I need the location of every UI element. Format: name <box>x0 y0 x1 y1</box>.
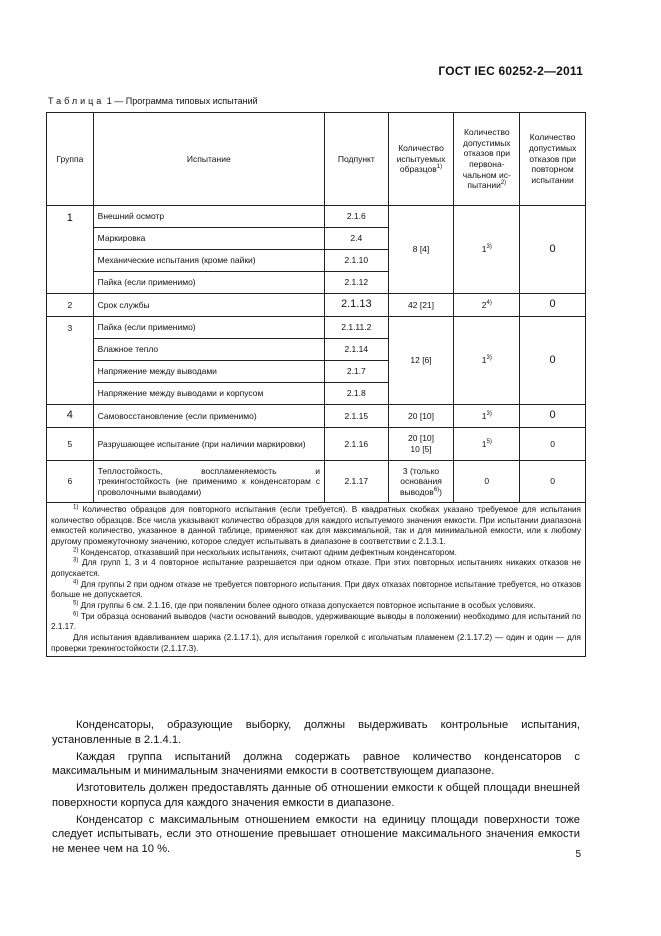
sample-count-close: ) <box>439 486 442 497</box>
clause-ref: 2.1.16 <box>324 428 388 461</box>
footnote-text: Количество образцов для повторного испытания (если требуется). В квадратных скобках указано требуемое для испытания количество образцов. Все числа указывают количество образцов для каждого испытуемого значения емкости. При испытании диапазона емкостей количество, указанное в данной таблице, применяют как для максимальной, так и для минимальной емкости, или к любому другому промежуточному значению, которое следует испытывать в диапазоне в соответствии с 2.1.3.1. <box>51 505 581 546</box>
col-test-header: Испытание <box>93 113 324 206</box>
col-samples-header <box>388 113 454 206</box>
clause-ref: 2.1.17 <box>324 461 388 503</box>
footnote <box>51 548 581 559</box>
footnote-ref: 3) <box>486 244 492 251</box>
footnote-text: Три образца оснований выводов (части оснований выводов, удерживающие выводы в положении) необходимо для испытаний по 2.1.17. <box>51 611 581 632</box>
sample-count: 20 [10] <box>388 405 454 428</box>
col-samples-text: Количество испытуемых образцов <box>396 143 446 175</box>
test-name: Напряжение между выводами <box>93 361 324 383</box>
footnote-ref: 2) <box>500 180 507 187</box>
first-test-failures <box>454 206 520 294</box>
sample-count: 42 [21] <box>388 294 454 317</box>
test-name: Пайка (если применимо) <box>93 272 324 294</box>
sample-count <box>388 428 454 461</box>
footnote-ref: 3) <box>486 355 492 362</box>
table-header-row <box>47 113 586 206</box>
failures-value: 1 <box>481 438 487 449</box>
table-row <box>47 294 586 317</box>
caption-text: 1 — Программа типовых испытаний <box>104 96 258 106</box>
clause-ref: 2.1.7 <box>324 361 388 383</box>
test-name: Механические испытания (кроме пайки) <box>93 250 324 272</box>
group-number: 3 <box>47 317 94 405</box>
table-notes <box>47 503 586 657</box>
table-row <box>47 428 586 461</box>
repeat-test-failures: 0 <box>520 294 586 317</box>
test-name: Срок службы <box>93 294 324 317</box>
test-name: Влажное тепло <box>93 339 324 361</box>
test-program-table <box>46 112 586 657</box>
first-test-failures: 0 <box>454 461 520 503</box>
repeat-test-failures: 0 <box>520 317 586 405</box>
failures-value: 1 <box>481 410 487 421</box>
table-caption <box>48 96 258 106</box>
clause-ref: 2.1.12 <box>324 272 388 294</box>
footnote-text: Для групп 1, 3 и 4 повторное испытание разрешается при одном отказе. При этих повторных испытаниях никаких отказов не допускается. <box>51 558 581 578</box>
test-name: Самовосстановление (если применимо) <box>93 405 324 428</box>
footnote-mark: 2) <box>73 546 79 553</box>
test-name: Пайка (если применимо) <box>93 317 324 339</box>
paragraph: Изготовитель должен предоставлять данные об отношении емкости к общей площади внешней поверхности корпуса для каждого значения емкости в диапазоне. <box>52 782 580 809</box>
paragraph: Конденсатор с максимальным отношением емкости на единицу площади поверхности тоже следует испытывать, если это отношение превышает отношение максимального значения емкости не менее чем на 10 %. <box>52 813 580 856</box>
test-name: Маркировка <box>93 228 324 250</box>
footnote <box>51 612 581 633</box>
footnote-ref: 1) <box>436 164 443 171</box>
footnote-text: Для испытания вдавливанием шарика (2.1.17.1), для испытания горелкой с игольчатым пламенем (2.1.17.2) — один и один — для проверки трекингостойкости (2.1.17.3). <box>51 632 581 653</box>
paragraph: Каждая группа испытаний должна содержать равное количество конденсаторов с максимальным и минимальным значениями емкости в соответствующем диапазоне. <box>52 750 580 778</box>
clause-ref: 2.1.15 <box>324 405 388 428</box>
clause-ref: 2.1.13 <box>324 294 388 317</box>
table-row <box>47 405 586 428</box>
group-number: 5 <box>47 428 94 461</box>
first-test-failures <box>454 405 520 428</box>
page-number: 5 <box>575 849 581 860</box>
table-notes-row <box>47 503 586 657</box>
paragraph: Конденсаторы, образующие выборку, должны выдерживать контрольные испытания, установленные в 2.1.4.1. <box>52 719 580 746</box>
footnote <box>51 580 581 601</box>
col-group-header: Группа <box>47 113 94 206</box>
footnote-mark: 4) <box>73 578 79 585</box>
footnote-ref: 3) <box>486 410 492 417</box>
group-number: 2 <box>47 294 94 317</box>
footnote-ref: 4) <box>486 299 492 306</box>
footnote-mark: 6) <box>73 610 79 617</box>
footnote-mark: 5) <box>73 600 79 607</box>
clause-ref: 2.1.11.2 <box>324 317 388 339</box>
clause-ref: 2.1.14 <box>324 339 388 361</box>
test-name: Разрушающее испытание (при наличии маркировки) <box>93 428 324 461</box>
group-number: 6 <box>47 461 94 503</box>
footnote-mark: 1) <box>73 504 79 511</box>
sample-count-text: 3 (только основания выводов <box>400 465 442 497</box>
footnote-text: Для группы 2 при одном отказе не требуется повторного испытания. При двух отказах повторное испытание требуется, но отказов больше не допускается. <box>51 579 581 600</box>
group-number: 1 <box>47 206 94 294</box>
sample-count: 8 [4] <box>388 206 454 294</box>
footnote <box>51 601 581 612</box>
footnote <box>51 633 581 654</box>
footnote-text: Конденсатор, отказавший при нескольких испытаниях, считают одним дефектным конденсатором. <box>78 547 457 557</box>
col-repeat-test-header: Количество допустимых отказов при повторном испытании <box>520 113 586 206</box>
table-row <box>47 206 586 228</box>
clause-ref: 2.4 <box>324 228 388 250</box>
clause-ref: 2.1.10 <box>324 250 388 272</box>
repeat-test-failures: 0 <box>520 206 586 294</box>
repeat-test-failures: 0 <box>520 405 586 428</box>
first-test-failures <box>454 428 520 461</box>
sample-count-value: 20 [10] <box>408 433 435 444</box>
footnote <box>51 505 581 548</box>
clause-ref: 2.1.6 <box>324 206 388 228</box>
first-test-failures <box>454 317 520 405</box>
repeat-test-failures: 0 <box>520 461 586 503</box>
col-first-test-header <box>454 113 520 206</box>
clause-ref: 2.1.8 <box>324 383 388 405</box>
failures-value: 2 <box>481 299 487 310</box>
footnote-ref: 6) <box>433 486 440 493</box>
sample-count <box>388 461 454 503</box>
footnote <box>51 558 581 579</box>
col-first-text: Количество допустимых отказов при первона-чальном ис-пытании <box>462 127 511 191</box>
test-name: Теплостойкость, воспламеняемость и трекингостойкость (не применимо к конденсаторам с проволочными выводами) <box>93 461 324 503</box>
failures-value: 1 <box>481 355 487 366</box>
test-name: Внешний осмотр <box>93 206 324 228</box>
footnote-mark: 3) <box>73 557 79 564</box>
table-row <box>47 461 586 503</box>
repeat-test-failures: 0 <box>520 428 586 461</box>
footnote-text: Для группы 6 см. 2.1.16, где при появлении более одного отказа допускается повторное испытание в особых условиях. <box>78 600 536 610</box>
table-row <box>47 317 586 339</box>
failures-value: 1 <box>481 244 487 255</box>
test-name: Напряжение между выводами и корпусом <box>93 383 324 405</box>
sample-count-value-2: 10 [5] <box>410 444 432 454</box>
first-test-failures <box>454 294 520 317</box>
body-text <box>52 718 580 859</box>
sample-count: 12 [6] <box>388 317 454 405</box>
group-number: 4 <box>47 405 94 428</box>
footnote-ref: 5) <box>486 438 492 445</box>
caption-prefix: Таблица <box>48 96 105 106</box>
standard-designation: ГОСТ IEC 60252-2—2011 <box>438 64 583 78</box>
col-clause-header: Подпункт <box>324 113 388 206</box>
